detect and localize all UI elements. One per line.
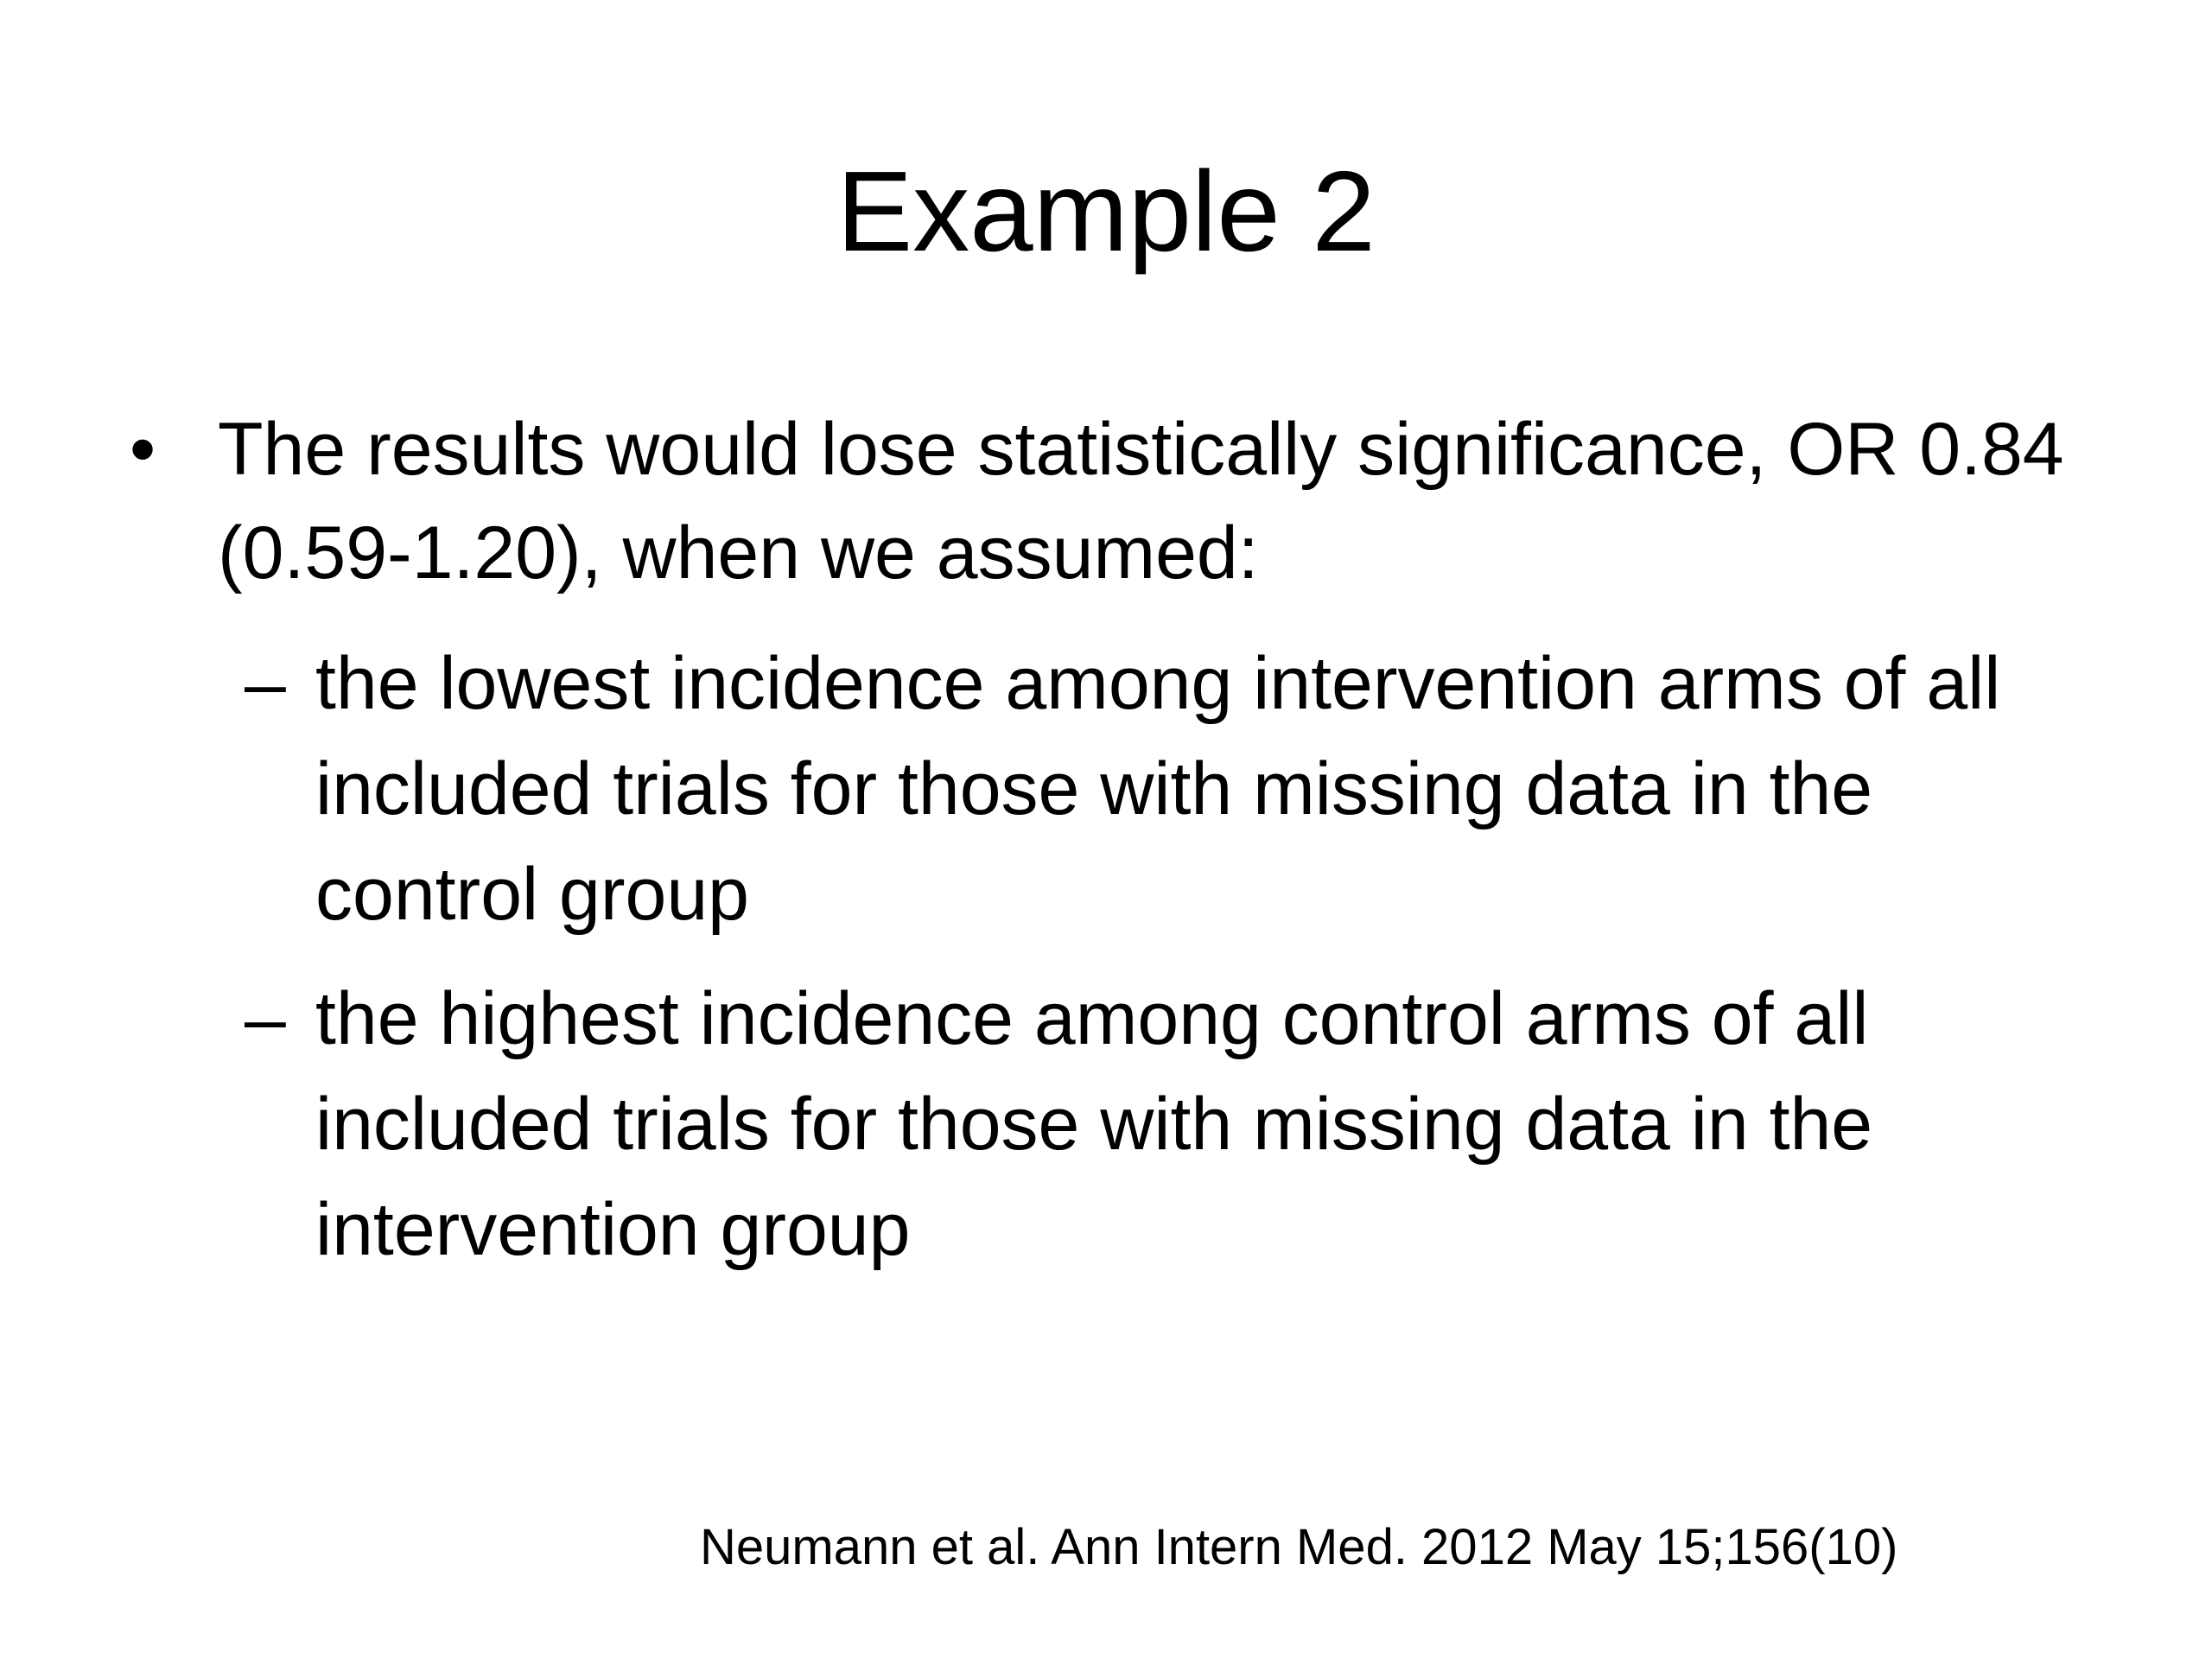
bullet-icon: • — [130, 408, 156, 491]
sub-bullet-text: the highest incidence among control arms of all included trials for those with missing data in the intervention group — [315, 977, 1873, 1271]
bullet-text: The results would lose statistically significance, OR 0.84 (0.59-1.20), when we assumed: — [218, 408, 2064, 594]
sub-bullet-item — [130, 631, 2117, 947]
sub-bullet-item — [130, 966, 2117, 1282]
bullet-item — [130, 397, 2117, 605]
sub-bullet-text: the lowest incidence among intervention arms of all included trials for those with missing data in the control group — [315, 642, 2001, 936]
citation: Neumann et al. Ann Intern Med. 2012 May 15;156(10) — [700, 1519, 1898, 1575]
dash-icon: – — [245, 642, 286, 725]
slide-title: Example 2 — [836, 148, 1376, 275]
sub-bullet-list — [130, 631, 2117, 1282]
slide-body — [130, 397, 2117, 1301]
dash-icon: – — [245, 977, 286, 1060]
